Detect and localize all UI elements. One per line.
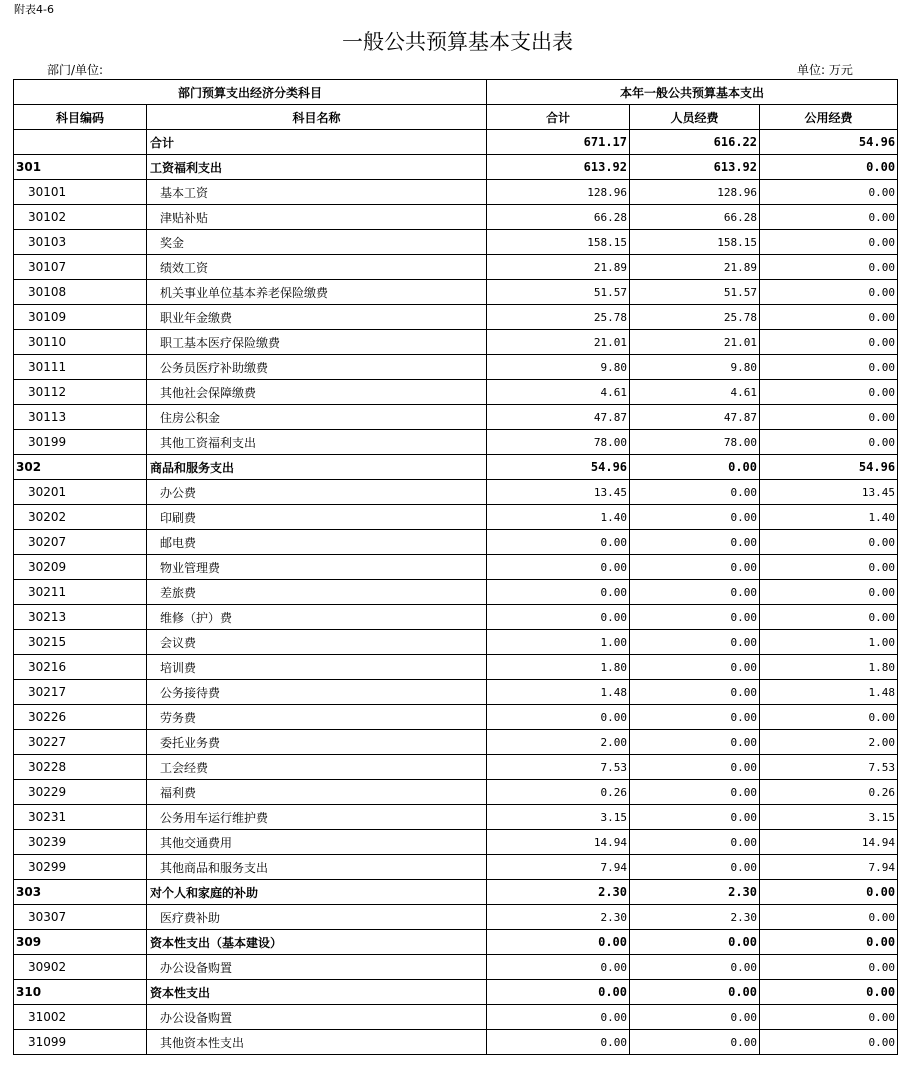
table-row: [14, 430, 898, 455]
column-header-name: 科目名称: [147, 105, 487, 130]
cell-name: 商品和服务支出: [147, 455, 487, 480]
cell-total: 1.48: [487, 680, 630, 705]
column-header-personnel: 人员经费: [630, 105, 760, 130]
cell-public: 14.94: [760, 830, 898, 855]
cell-public: 13.45: [760, 480, 898, 505]
cell-code: 30207: [14, 530, 147, 555]
cell-name: 办公设备购置: [147, 955, 487, 980]
table-row: [14, 205, 898, 230]
cell-public: 0.00: [760, 930, 898, 955]
cell-public: 1.00: [760, 630, 898, 655]
cell-public: 0.00: [760, 255, 898, 280]
cell-public: 0.00: [760, 605, 898, 630]
cell-name: 公务用车运行维护费: [147, 805, 487, 830]
cell-personnel: 0.00: [630, 680, 760, 705]
cell-code: 30101: [14, 180, 147, 205]
cell-total: 25.78: [487, 305, 630, 330]
cell-code: 30108: [14, 280, 147, 305]
cell-total: 158.15: [487, 230, 630, 255]
cell-public: 0.00: [760, 305, 898, 330]
cell-personnel: 0.00: [630, 805, 760, 830]
cell-code: 309: [14, 930, 147, 955]
cell-name: 维修（护）费: [147, 605, 487, 630]
cell-name: 机关事业单位基本养老保险缴费: [147, 280, 487, 305]
cell-public: 0.00: [760, 205, 898, 230]
attachment-note: 附表4-6: [14, 3, 54, 16]
cell-code: 30231: [14, 805, 147, 830]
cell-name: 医疗费补助: [147, 905, 487, 930]
cell-code: 30209: [14, 555, 147, 580]
cell-name: 其他社会保障缴费: [147, 380, 487, 405]
cell-personnel: 2.30: [630, 905, 760, 930]
cell-code: 30202: [14, 505, 147, 530]
cell-personnel: 0.00: [630, 830, 760, 855]
table-row: [14, 830, 898, 855]
cell-personnel: 4.61: [630, 380, 760, 405]
table-category-row: [14, 980, 898, 1005]
cell-code: 30111: [14, 355, 147, 380]
cell-total: 7.94: [487, 855, 630, 880]
cell-personnel: 21.01: [630, 330, 760, 355]
cell-code: 31002: [14, 1005, 147, 1030]
table-row: [14, 355, 898, 380]
cell-total: 21.01: [487, 330, 630, 355]
cell-total: 51.57: [487, 280, 630, 305]
cell-personnel: 0.00: [630, 630, 760, 655]
cell-public: 1.40: [760, 505, 898, 530]
cell-total: 13.45: [487, 480, 630, 505]
cell-public: 0.00: [760, 1030, 898, 1055]
table-row: [14, 330, 898, 355]
cell-name: 津贴补贴: [147, 205, 487, 230]
cell-total: 0.26: [487, 780, 630, 805]
cell-total: 613.92: [487, 155, 630, 180]
cell-personnel: 0.00: [630, 655, 760, 680]
cell-total: 78.00: [487, 430, 630, 455]
cell-code: 30215: [14, 630, 147, 655]
cell-total: 128.96: [487, 180, 630, 205]
cell-personnel: 0.00: [630, 1030, 760, 1055]
table-row: [14, 180, 898, 205]
table-row: [14, 955, 898, 980]
cell-personnel: 0.00: [630, 605, 760, 630]
group-header-expenditure: 本年一般公共预算基本支出: [487, 80, 898, 105]
table-category-row: [14, 455, 898, 480]
cell-total: 21.89: [487, 255, 630, 280]
cell-name: 委托业务费: [147, 730, 487, 755]
cell-code: 30216: [14, 655, 147, 680]
cell-personnel: 616.22: [630, 130, 760, 155]
cell-name: 工会经费: [147, 755, 487, 780]
cell-name: 绩效工资: [147, 255, 487, 280]
cell-personnel: 0.00: [630, 755, 760, 780]
cell-public: 0.00: [760, 1005, 898, 1030]
cell-public: 0.00: [760, 355, 898, 380]
department-label: 部门/单位:: [47, 63, 104, 77]
column-header-code: 科目编码: [14, 105, 147, 130]
cell-name: 资本性支出（基本建设）: [147, 930, 487, 955]
cell-code: 30211: [14, 580, 147, 605]
cell-code: 30307: [14, 905, 147, 930]
cell-code: 30109: [14, 305, 147, 330]
table-row: [14, 255, 898, 280]
cell-public: 0.00: [760, 405, 898, 430]
cell-name: 公务员医疗补助缴费: [147, 355, 487, 380]
cell-personnel: 0.00: [630, 930, 760, 955]
cell-code: 30113: [14, 405, 147, 430]
table-row: [14, 530, 898, 555]
cell-name: 劳务费: [147, 705, 487, 730]
cell-total: 0.00: [487, 980, 630, 1005]
table-row: [14, 1005, 898, 1030]
cell-personnel: 158.15: [630, 230, 760, 255]
cell-personnel: 128.96: [630, 180, 760, 205]
table-group-header-row: [14, 80, 898, 105]
table-column-header-row: [14, 105, 898, 130]
cell-personnel: 0.00: [630, 505, 760, 530]
table-row: [14, 805, 898, 830]
cell-personnel: 0.00: [630, 980, 760, 1005]
table-category-row: [14, 155, 898, 180]
cell-personnel: 66.28: [630, 205, 760, 230]
cell-public: 2.00: [760, 730, 898, 755]
cell-code: 30217: [14, 680, 147, 705]
cell-personnel: 0.00: [630, 955, 760, 980]
cell-personnel: 0.00: [630, 530, 760, 555]
cell-total: 2.30: [487, 880, 630, 905]
cell-personnel: 51.57: [630, 280, 760, 305]
table-row: [14, 780, 898, 805]
cell-personnel: 0.00: [630, 480, 760, 505]
cell-code: 30107: [14, 255, 147, 280]
cell-public: 0.00: [760, 580, 898, 605]
cell-public: 0.00: [760, 330, 898, 355]
cell-name: 邮电费: [147, 530, 487, 555]
cell-code: 30902: [14, 955, 147, 980]
cell-personnel: 9.80: [630, 355, 760, 380]
unit-label: 单位: 万元: [797, 63, 853, 77]
cell-total: 2.00: [487, 730, 630, 755]
cell-total: 671.17: [487, 130, 630, 155]
cell-public: 7.94: [760, 855, 898, 880]
cell-code: 303: [14, 880, 147, 905]
cell-name: 基本工资: [147, 180, 487, 205]
cell-total: 0.00: [487, 555, 630, 580]
cell-personnel: 47.87: [630, 405, 760, 430]
cell-code: [14, 130, 147, 155]
cell-name: 其他交通费用: [147, 830, 487, 855]
cell-name: 住房公积金: [147, 405, 487, 430]
cell-personnel: 0.00: [630, 1005, 760, 1030]
cell-personnel: 25.78: [630, 305, 760, 330]
cell-total: 0.00: [487, 530, 630, 555]
cell-name: 合计: [147, 130, 487, 155]
cell-personnel: 0.00: [630, 780, 760, 805]
table-row: [14, 905, 898, 930]
cell-name: 公务接待费: [147, 680, 487, 705]
cell-name: 资本性支出: [147, 980, 487, 1005]
cell-code: 30110: [14, 330, 147, 355]
cell-public: 0.00: [760, 530, 898, 555]
cell-name: 印刷费: [147, 505, 487, 530]
table-row: [14, 605, 898, 630]
cell-code: 30201: [14, 480, 147, 505]
cell-total: 0.00: [487, 605, 630, 630]
table-row: [14, 305, 898, 330]
cell-public: 0.00: [760, 430, 898, 455]
table-row: [14, 555, 898, 580]
cell-total: 0.00: [487, 1030, 630, 1055]
cell-total: 0.00: [487, 705, 630, 730]
cell-total: 66.28: [487, 205, 630, 230]
table-row: [14, 680, 898, 705]
cell-total: 0.00: [487, 955, 630, 980]
cell-code: 31099: [14, 1030, 147, 1055]
budget-table: [13, 79, 898, 1055]
cell-name: 会议费: [147, 630, 487, 655]
group-header-classification: 部门预算支出经济分类科目: [14, 80, 487, 105]
cell-total: 47.87: [487, 405, 630, 430]
cell-total: 0.00: [487, 1005, 630, 1030]
table-row: [14, 380, 898, 405]
cell-public: 0.00: [760, 880, 898, 905]
cell-public: 0.00: [760, 180, 898, 205]
cell-code: 30213: [14, 605, 147, 630]
cell-personnel: 2.30: [630, 880, 760, 905]
cell-total: 2.30: [487, 905, 630, 930]
cell-public: 0.00: [760, 905, 898, 930]
table-row: [14, 405, 898, 430]
table-row: [14, 1030, 898, 1055]
table-category-row: [14, 930, 898, 955]
table-row: [14, 855, 898, 880]
cell-code: 30227: [14, 730, 147, 755]
cell-personnel: 21.89: [630, 255, 760, 280]
cell-personnel: 0.00: [630, 555, 760, 580]
cell-name: 办公设备购置: [147, 1005, 487, 1030]
column-header-public: 公用经费: [760, 105, 898, 130]
cell-public: 3.15: [760, 805, 898, 830]
cell-total: 14.94: [487, 830, 630, 855]
cell-name: 其他工资福利支出: [147, 430, 487, 455]
cell-name: 物业管理费: [147, 555, 487, 580]
cell-total: 1.80: [487, 655, 630, 680]
table-row: [14, 505, 898, 530]
cell-name: 差旅费: [147, 580, 487, 605]
cell-code: 30199: [14, 430, 147, 455]
cell-total: 9.80: [487, 355, 630, 380]
cell-total: 4.61: [487, 380, 630, 405]
cell-public: 0.00: [760, 955, 898, 980]
cell-code: 30228: [14, 755, 147, 780]
cell-public: 0.00: [760, 980, 898, 1005]
cell-name: 职业年金缴费: [147, 305, 487, 330]
table-category-row: [14, 880, 898, 905]
table-row: [14, 230, 898, 255]
cell-public: 0.00: [760, 380, 898, 405]
table-row: [14, 755, 898, 780]
cell-name: 职工基本医疗保险缴费: [147, 330, 487, 355]
cell-personnel: 0.00: [630, 705, 760, 730]
cell-name: 奖金: [147, 230, 487, 255]
cell-code: 30229: [14, 780, 147, 805]
cell-public: 0.00: [760, 280, 898, 305]
cell-code: 30112: [14, 380, 147, 405]
cell-total: 1.00: [487, 630, 630, 655]
cell-personnel: 0.00: [630, 455, 760, 480]
cell-total: 54.96: [487, 455, 630, 480]
cell-name: 其他资本性支出: [147, 1030, 487, 1055]
cell-code: 30102: [14, 205, 147, 230]
cell-public: 54.96: [760, 130, 898, 155]
cell-personnel: 0.00: [630, 730, 760, 755]
page-title: 一般公共预算基本支出表: [342, 30, 573, 54]
cell-public: 0.00: [760, 155, 898, 180]
cell-name: 培训费: [147, 655, 487, 680]
cell-personnel: 0.00: [630, 855, 760, 880]
cell-public: 1.48: [760, 680, 898, 705]
cell-name: 办公费: [147, 480, 487, 505]
cell-name: 福利费: [147, 780, 487, 805]
cell-personnel: 613.92: [630, 155, 760, 180]
table-row: [14, 655, 898, 680]
cell-public: 0.00: [760, 555, 898, 580]
cell-code: 30239: [14, 830, 147, 855]
table-row: [14, 480, 898, 505]
table-total-row: [14, 130, 898, 155]
cell-total: 7.53: [487, 755, 630, 780]
cell-public: 54.96: [760, 455, 898, 480]
cell-code: 302: [14, 455, 147, 480]
table-row: [14, 280, 898, 305]
column-header-total: 合计: [487, 105, 630, 130]
cell-name: 对个人和家庭的补助: [147, 880, 487, 905]
cell-total: 0.00: [487, 930, 630, 955]
cell-code: 30226: [14, 705, 147, 730]
cell-code: 30103: [14, 230, 147, 255]
cell-public: 0.00: [760, 230, 898, 255]
cell-public: 0.26: [760, 780, 898, 805]
cell-public: 7.53: [760, 755, 898, 780]
cell-total: 0.00: [487, 580, 630, 605]
table-row: [14, 705, 898, 730]
cell-personnel: 78.00: [630, 430, 760, 455]
cell-public: 1.80: [760, 655, 898, 680]
table-row: [14, 630, 898, 655]
cell-code: 310: [14, 980, 147, 1005]
cell-personnel: 0.00: [630, 580, 760, 605]
cell-total: 1.40: [487, 505, 630, 530]
cell-name: 其他商品和服务支出: [147, 855, 487, 880]
cell-code: 301: [14, 155, 147, 180]
cell-total: 3.15: [487, 805, 630, 830]
cell-public: 0.00: [760, 705, 898, 730]
table-row: [14, 730, 898, 755]
cell-code: 30299: [14, 855, 147, 880]
cell-name: 工资福利支出: [147, 155, 487, 180]
table-row: [14, 580, 898, 605]
